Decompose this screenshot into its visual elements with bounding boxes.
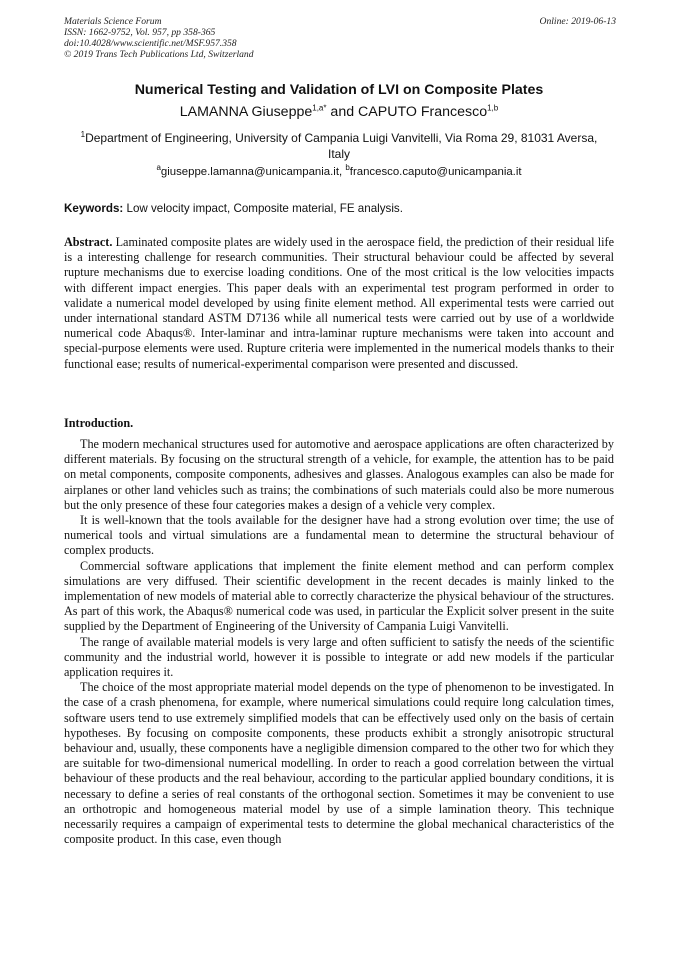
affiliation-text: Department of Engineering, University of Campania Luigi Vanvitelli, Via Roma 29, 81031 Aversa, Italy [85,131,598,161]
email-a: giuseppe.lamanna@unicampania.it, [160,166,346,178]
paragraph: Commercial software applications that implement the finite element method and can perform complex simulations are very diffused. Their scientific development in the recent decades is mainly linked to the implementation of new models of material able to correctly characterize the physical behaviour of the structures. As part of this work, the Abaqus® numerical code was used, in particular the Explicit solver present in the suite supplied by the Department of Engineering of the University of Campania Luigi Vanvitelli. [64,558,614,634]
email-b: francesco.caputo@unicampania.it [349,166,522,178]
paragraph: The modern mechanical structures used for automotive and aerospace applications are often characterized by different materials. By focusing on the structural strength of a vehicle, for example, the attention has to be paid on metal components, composite components, adhesives and glasses. Analogous examples can also be made for airplanes or other land vehicles such as trains; the combinations of such materials could also be more numerous but the only presence of these four categories makes a design of a vehicle very complex. [64,437,614,512]
keywords [64,202,403,215]
author-conjunction: and [326,104,359,120]
affiliation-sup: 1 [80,130,86,139]
journal-header [64,16,616,60]
email-line [0,163,678,178]
author-1-name: LAMANNA Giuseppe [179,104,313,120]
journal-issn: ISSN: 1662-9752, Vol. 957, pp 358-365 [64,27,216,38]
journal-doi: doi:10.4028/www.scientific.net/MSF.957.358 [64,38,237,49]
affiliation [80,131,598,162]
paragraph: The range of available material models is very large and often sufficient to satisfy the needs of the scientific community and the industrial world, however it is possible to integrate or add new models if the particular application requires it. [64,634,614,680]
introduction-body [64,437,614,847]
journal-copyright: © 2019 Trans Tech Publications Ltd, Switzerland [64,49,254,60]
online-date: Online: 2019-06-13 [539,16,616,27]
introduction-heading: Introduction. [64,416,134,430]
paragraph: The choice of the most appropriate material model depends on the type of phenomenon to be investigated. In the case of a crash phenomena, for example, where numerical simulations could require long calculation times, software users tend to use extremely simplified models that can be effectively used only on the basis of certain hypotheses. By focusing on composite components, these products exhibit a strongly anisotropic structural behaviour and, usually, these components have a negligible dimension compared to the other two for which they are suitable for two-dimensional numerical modelling. In order to reach a good correlation between the virtual behaviour of these products and the real behaviour, according to the particular applied boundary conditions, it is necessary to define a series of real constants of the orthogonal section. Sometimes it may be convenient to use an orthotropic and homogeneous material model by use of a simple lamination theory. This technique necessarily requires a campaign of experimental tests to determine the global mechanical characteristics of the composite product. In this case, even though [64,680,614,847]
keywords-label: Keywords: [64,202,124,215]
keywords-text: Low velocity impact, Composite material, FE analysis. [123,202,403,215]
author-line [0,104,678,120]
abstract-label: Abstract. [64,235,113,249]
abstract-text: Laminated composite plates are widely used in the aerospace field, the prediction of their residual life is a interesting challenge for research communities. Their structural behaviour could be affected by several rupture mechanisms due to exercise loading conditions. One of the most critical is the low velocities impacts with different impact energies. This paper deals with an experimental test program performed in order to validate a numerical model developed by using finite element method. All experimental tests were carried out under international standard ASTM D7136 while all numerical tests were carried out by use of a worldwide numerical code Abaqus®. Inter-laminar and intra-laminar rupture mechanisms were taken into account and special-purpose elements were used. Rupture criteria were implemented in the numerical models thanks to their functional ease; results of numerical-experimental comparison were presented and discussed. [64,235,614,371]
email-b-sup: b [345,163,350,173]
email-a-sup: a [156,163,161,173]
journal-name: Materials Science Forum [64,16,162,27]
author-2-sup: 1,b [487,103,499,113]
paper-title: Numerical Testing and Validation of LVI on Composite Plates [134,82,544,98]
author-2-name: CAPUTO Francesco [358,104,488,120]
paragraph: It is well-known that the tools available for the designer have had a strong evolution over time; the use of numerical tools and virtual simulations are a fundamental mean to determine the structural behaviour of complex products. [64,513,614,558]
author-1-sup: 1,a* [312,103,327,113]
abstract [64,235,614,372]
